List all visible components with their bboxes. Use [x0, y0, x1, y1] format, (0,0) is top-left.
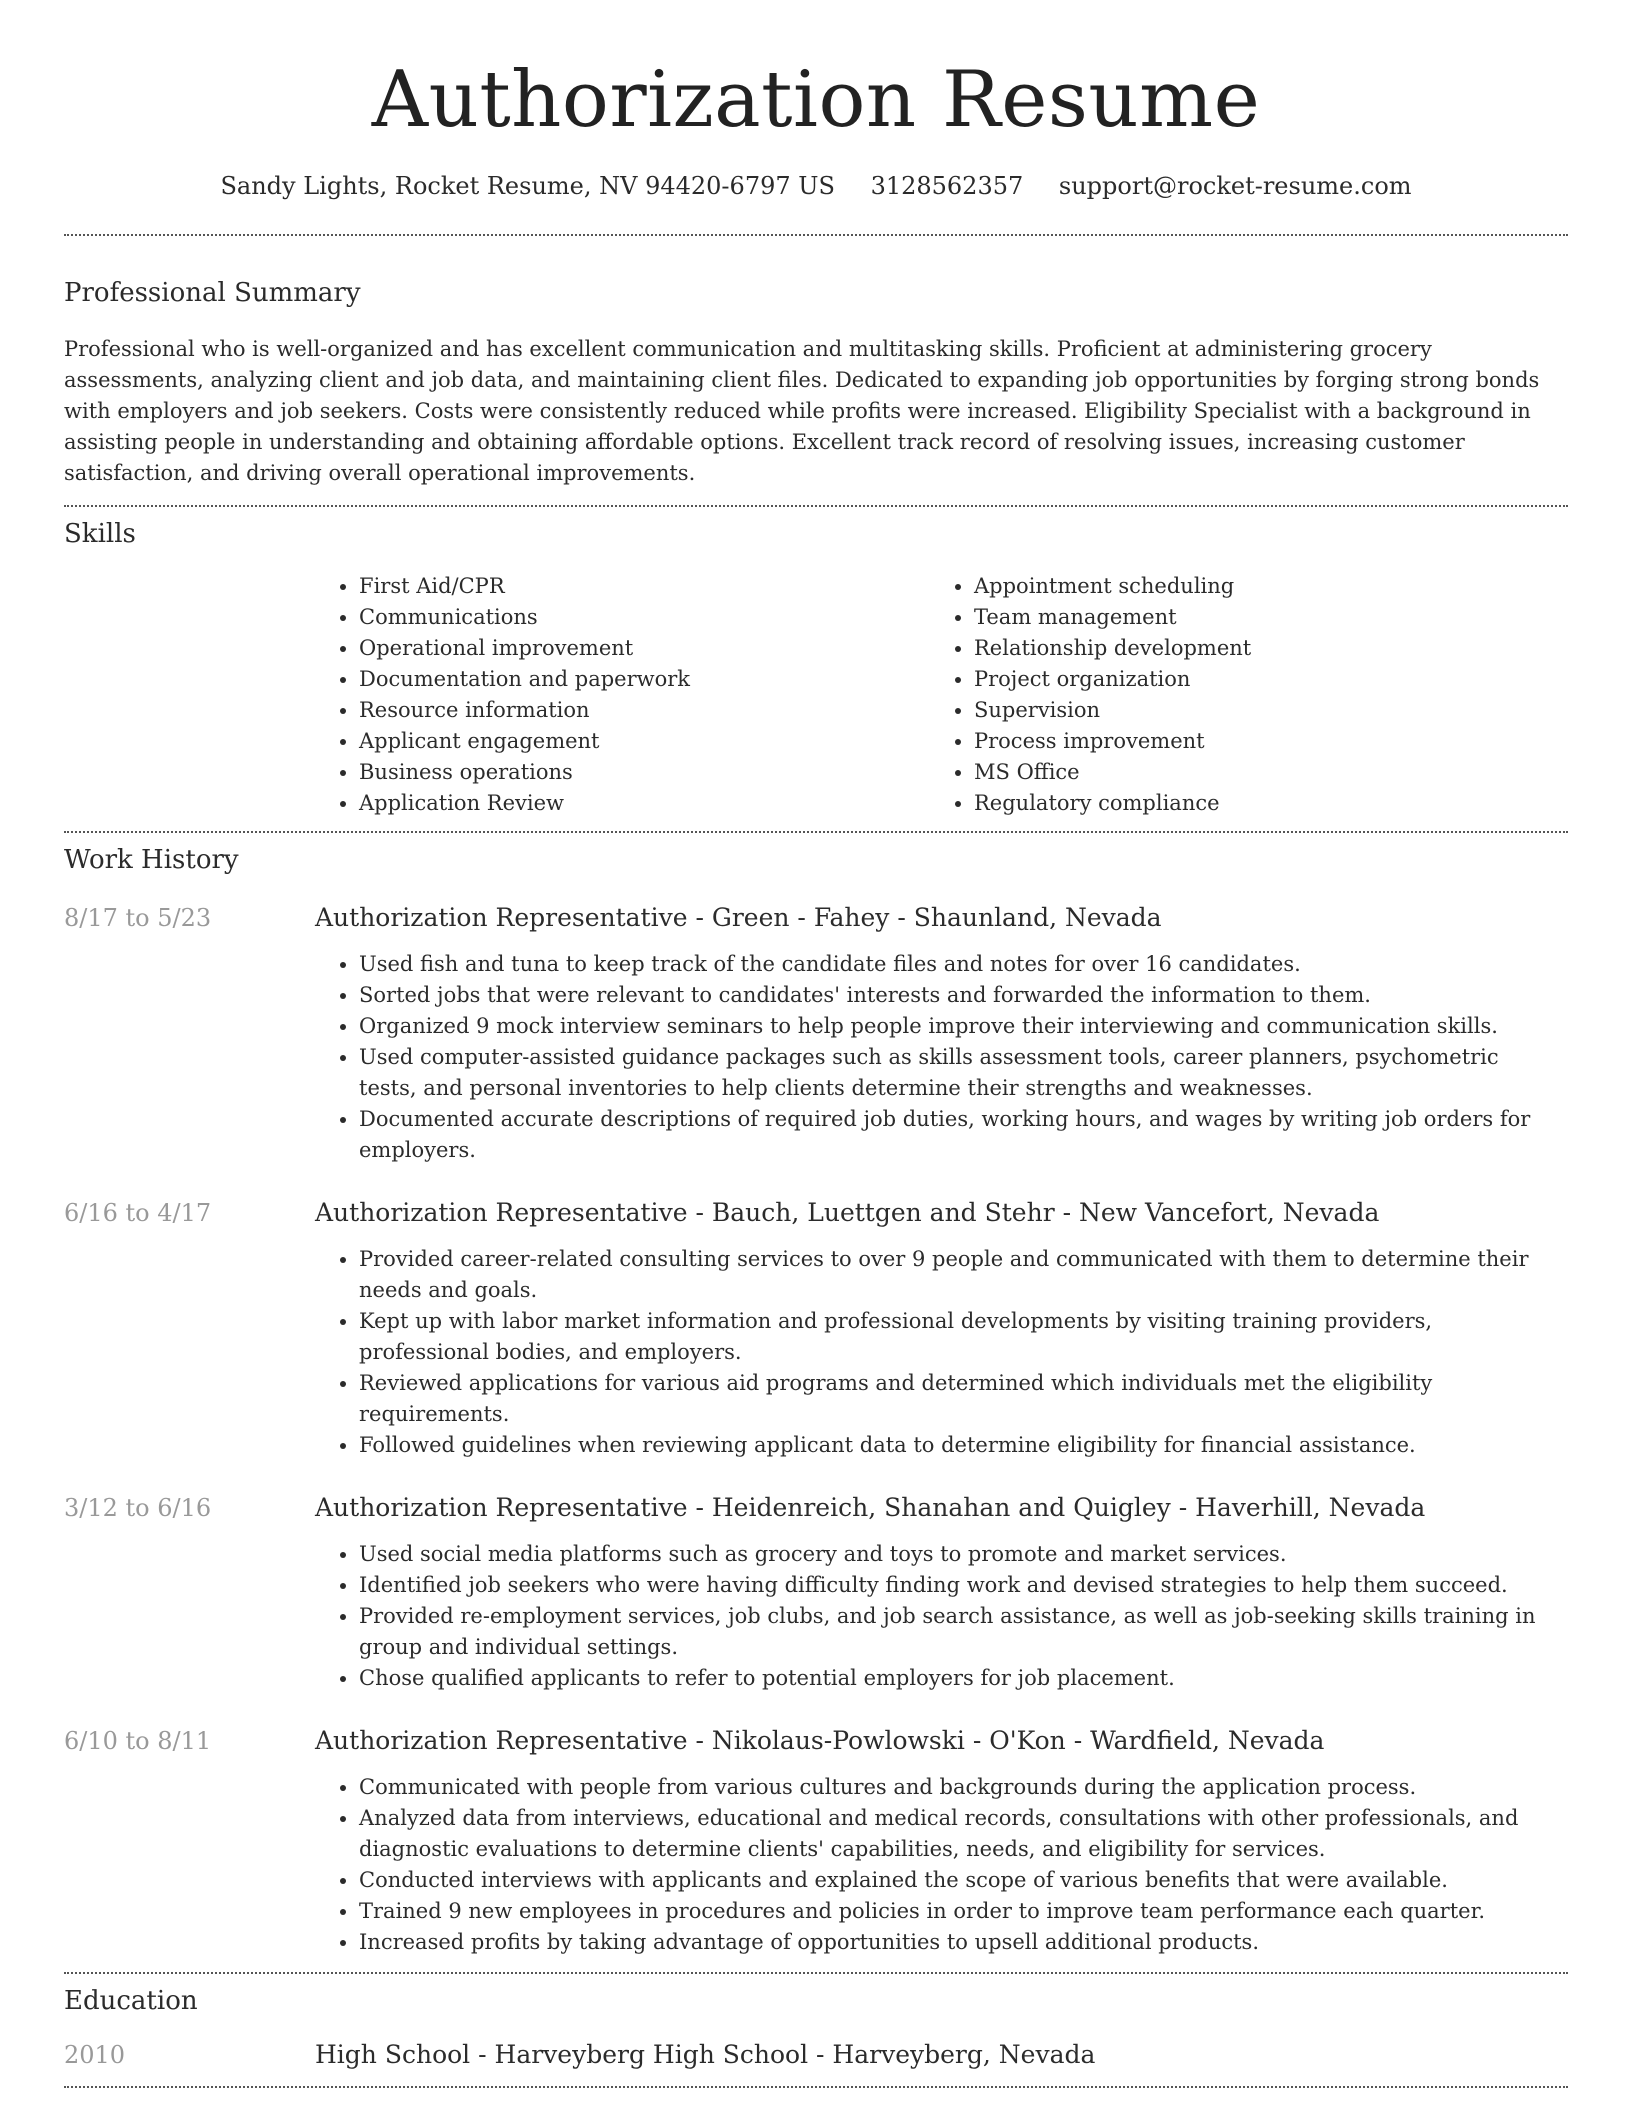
skill-item: • Process improvement — [974, 726, 1545, 757]
skill-item: • Supervision — [974, 695, 1545, 726]
job-entry — [64, 901, 1568, 1166]
job-bullet: • Trained 9 new employees in procedures and policies in order to improve team performance each quarter. — [359, 1896, 1548, 1927]
skill-item: • Appointment scheduling — [974, 571, 1545, 602]
contact-line — [64, 170, 1568, 202]
job-entry — [64, 1196, 1568, 1461]
job-bullets — [315, 1539, 1568, 1694]
contact-phone: 3128562357 — [870, 172, 1024, 200]
job-dates: 8/17 to 5/23 — [64, 904, 212, 932]
job-bullet: • Used fish and tuna to keep track of the candidate files and notes for over 16 candidates. — [359, 949, 1548, 980]
job-bullet: • Followed guidelines when reviewing applicant data to determine eligibility for financial assistance. — [359, 1430, 1548, 1461]
skill-item: • Documentation and paperwork — [359, 664, 930, 695]
job-dates: 6/10 to 8/11 — [64, 1727, 212, 1755]
job-bullet: • Organized 9 mock interview seminars to help people improve their interviewing and communication skills. — [359, 1011, 1548, 1042]
contact-email: support@rocket-resume.com — [1058, 172, 1412, 200]
work-history-section — [64, 833, 1568, 1972]
skill-item: • Business operations — [359, 757, 930, 788]
job-bullet: • Provided re-employment services, job clubs, and job search assistance, as well as job-seeking skills training in group and individual settings. — [359, 1601, 1548, 1663]
job-bullets — [315, 949, 1568, 1166]
skill-item: • Applicant engagement — [359, 726, 930, 757]
skill-item: • Regulatory compliance — [974, 788, 1545, 819]
skill-item: • Resource information — [359, 695, 930, 726]
skill-item: • Project organization — [974, 664, 1545, 695]
job-bullet: • Used computer-assisted guidance packages such as skills assessment tools, career planners, psychometric tests, and personal inventories to help clients determine their strengths and weaknesses. — [359, 1042, 1548, 1104]
job-body — [315, 1724, 1568, 1958]
job-bullet: • Analyzed data from interviews, educational and medical records, consultations with other professionals, and diagnostic evaluations to determine clients' capabilities, needs, and eligibility for services. — [359, 1803, 1548, 1865]
job-bullet: • Kept up with labor market information and professional developments by visiting training providers, professional bodies, and employers. — [359, 1306, 1548, 1368]
education-body — [315, 2038, 1568, 2072]
job-title: Authorization Representative - Green - Fahey - Shaunland, Nevada — [315, 903, 1162, 932]
summary-section — [64, 236, 1568, 505]
education-section — [64, 1974, 1568, 2086]
job-bullets — [315, 1772, 1568, 1958]
skill-item: • Operational improvement — [359, 633, 930, 664]
job-bullet: • Communicated with people from various cultures and backgrounds during the application process. — [359, 1772, 1548, 1803]
education-year: 2010 — [64, 2041, 126, 2069]
summary-heading: Professional Summary — [64, 278, 361, 308]
skills-list-left — [315, 571, 930, 819]
summary-text: Professional who is well-organized and has excellent communication and multitasking skills. Proficient at administering grocery assessments, analyzing client and job data, and maintaining client files. Dedicated to expanding job opportunities by forging strong bonds with employers and job seekers. Costs were consistently reduced while profits were increased. Eligibility Specialist with a background in assisting people in understanding and obtaining affordable options. Excellent track record of resolving issues, increasing customer satisfaction, and driving overall operational improvements. — [64, 337, 1540, 485]
job-body — [315, 901, 1568, 1166]
skills-heading: Skills — [64, 519, 136, 549]
job-bullet: • Sorted jobs that were relevant to candidates' interests and forwarded the information to them. — [359, 980, 1548, 1011]
skill-item: • Team management — [974, 602, 1545, 633]
skill-item: • Application Review — [359, 788, 930, 819]
job-title: Authorization Representative - Nikolaus-Powlowski - O'Kon - Wardfield, Nevada — [315, 1726, 1325, 1755]
contact-address: Sandy Lights, Rocket Resume, NV 94420-6797 US — [220, 172, 835, 200]
job-body — [315, 1491, 1568, 1694]
job-dates: 3/12 to 6/16 — [64, 1494, 212, 1522]
section-divider — [64, 2086, 1568, 2088]
education-title: High School - Harveyberg High School - Harveyberg, Nevada — [315, 2040, 1096, 2069]
job-dates: 6/16 to 4/17 — [64, 1199, 212, 1227]
job-bullet: • Conducted interviews with applicants and explained the scope of various benefits that were available. — [359, 1865, 1548, 1896]
job-body — [315, 1196, 1568, 1461]
job-bullet: • Used social media platforms such as grocery and toys to promote and market services. — [359, 1539, 1548, 1570]
skill-item: • Relationship development — [974, 633, 1545, 664]
job-bullet: • Increased profits by taking advantage of opportunities to upsell additional products. — [359, 1927, 1548, 1958]
skills-section — [64, 507, 1568, 831]
job-bullet: • Provided career-related consulting services to over 9 people and communicated with them to determine their needs and goals. — [359, 1244, 1548, 1306]
skills-columns — [315, 571, 1568, 819]
job-bullet: • Identified job seekers who were having difficulty finding work and devised strategies to help them succeed. — [359, 1570, 1548, 1601]
job-bullets — [315, 1244, 1568, 1461]
skill-item: • Communications — [359, 602, 930, 633]
work-history-heading: Work History — [64, 845, 239, 875]
job-entry — [64, 1491, 1568, 1694]
job-title: Authorization Representative - Bauch, Luettgen and Stehr - New Vancefort, Nevada — [315, 1198, 1380, 1227]
job-entry — [64, 1724, 1568, 1958]
job-bullet: • Reviewed applications for various aid programs and determined which individuals met the eligibility requirements. — [359, 1368, 1548, 1430]
education-heading: Education — [64, 1986, 198, 2016]
skill-item: • MS Office — [974, 757, 1545, 788]
job-bullet: • Documented accurate descriptions of required job duties, working hours, and wages by writing job orders for employers. — [359, 1104, 1548, 1166]
education-entry — [64, 2038, 1568, 2072]
page-title: Authorization Resume — [371, 55, 1261, 145]
job-title: Authorization Representative - Heidenreich, Shanahan and Quigley - Haverhill, Nevada — [315, 1493, 1426, 1522]
job-bullet: • Chose qualified applicants to refer to potential employers for job placement. — [359, 1663, 1548, 1694]
skill-item: • First Aid/CPR — [359, 571, 930, 602]
skills-list-right — [930, 571, 1545, 819]
